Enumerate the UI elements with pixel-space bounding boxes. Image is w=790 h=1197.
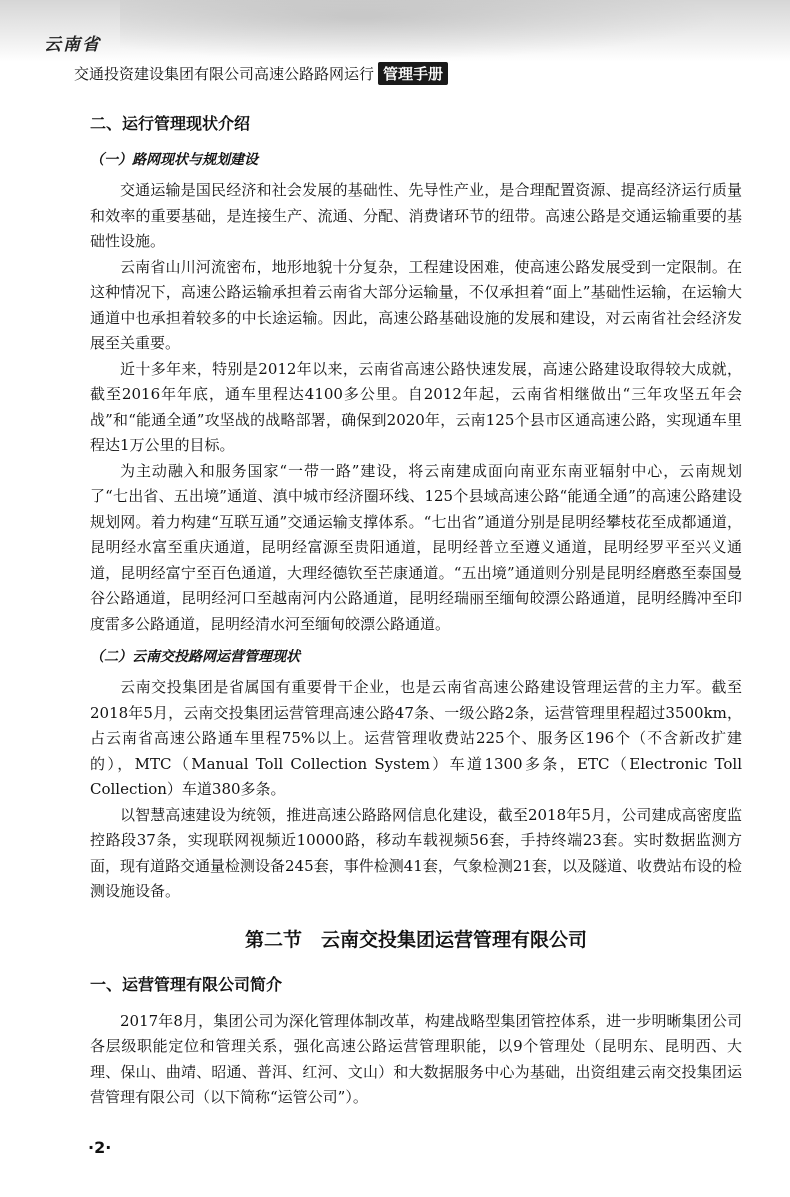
paragraph: 交通运输是国民经济和社会发展的基础性、先导性产业，是合理配置资源、提高经济运行质量和效率的重要基础，是连接生产、流通、分配、消费诸环节的纽带。高速公路是交通运输重要的基础性设施。: [90, 181, 742, 250]
paragraph: 近十多年来，特别是2012年以来，云南省高速公路快速发展，高速公路建设取得较大成就，截至2016年年底，通车里程达4100多公里。自2012年起，云南省相继做出“三年攻坚五年会战”和“能通全通”攻坚战的战略部署，确保到2020年，云南125个县市区通高速公路，实现通车里程达1万公里的目标。: [90, 359, 742, 454]
page-content: [90, 112, 742, 1111]
subsection-heading: （二）云南交投路网运营管理现状: [90, 649, 300, 665]
paragraph: 为主动融入和服务国家“一带一路”建设，将云南建成面向南亚东南亚辐射中心，云南规划了“七出省、五出境”通道、滇中城市经济圈环线、125个县域高速公路“能通全通”的高速公路建设规划网。着力构建“互联互通”交通运输支撑体系。“七出省”通道分别是昆明经攀枝花至成都通道，昆明经水富至重庆通道，昆明经富源至贵阳通道，昆明经普立至遵义通道，昆明经罗平至兴义通道，昆明经富宁至百色通道，大理经德钦至芒康通道。“五出境”通道则分别是昆明经磨憨至泰国曼谷公路通道，昆明经河口至越南河内公路通道，昆明经瑞丽至缅甸皎漂公路通道，昆明经腾冲至印度雷多公路通道，昆明经清水河至缅甸皎漂公路通道。: [90, 461, 742, 633]
subsection-heading: （一）路网现状与规划建设: [90, 152, 258, 168]
header-subtitle: 交通投资建设集团有限公司高速公路路网运行: [74, 65, 375, 83]
header-band: [0, 0, 790, 62]
page-number: ·2·: [88, 1138, 112, 1157]
paragraph: 2017年8月，集团公司为深化管理体制改革，构建战略型集团管控体系，进一步明晰集团公司各层级职能定位和管理关系，强化高速公路运营管理职能，以9个管理处（昆明东、昆明西、大理、保山、曲靖、昭通、普洱、红河、文山）和大数据服务中心为基础，出资组建云南交投集团运营管理有限公司（以下简称“运管公司”）。: [90, 1011, 742, 1106]
section-heading: 二、运行管理现状介绍: [90, 114, 251, 133]
paragraph: 云南交投集团是省属国有重要骨干企业，也是云南省高速公路建设管理运营的主力军。截至2018年5月，云南交投集团运营管理高速公路47条、一级公路2条，运营管理里程超过3500km，占云南省高速公路通车里程75%以上。运营管理收费站225个、服务区196个（不含新改扩建的），MTC（Manual Toll Collection System）车道1300多条，ETC（Electronic Toll Collection）车道380多条。: [90, 678, 742, 798]
chapter-title: 第二节 云南交投集团运营管理有限公司: [244, 928, 587, 951]
header-subtitle-row: [74, 62, 448, 85]
section-heading: 一、运营管理有限公司简介: [90, 974, 283, 994]
brand-title: 云南省: [44, 35, 101, 55]
manual-tag: 管理手册: [378, 62, 448, 85]
paragraph: 云南省山川河流密布，地形地貌十分复杂，工程建设困难，使高速公路发展受到一定限制。在这种情况下，高速公路运输承担着云南省大部分运输量，不仅承担着“面上”基础性运输，在运输大通道中也承担着较多的中长途运输。因此，高速公路基础设施的发展和建设，对云南省社会经济发展至关重要。: [90, 257, 742, 352]
header-decoration: [120, 0, 720, 60]
paragraph: 以智慧高速建设为统领，推进高速公路路网信息化建设，截至2018年5月，公司建成高密度监控路段37条，实现联网视频近10000路，移动车载视频56套，手持终端23套。实时数据监测方面，现有道路交通量检测设备245套，事件检测41套，气象检测21套，以及隧道、收费站布设的检测设施设备。: [90, 805, 742, 900]
